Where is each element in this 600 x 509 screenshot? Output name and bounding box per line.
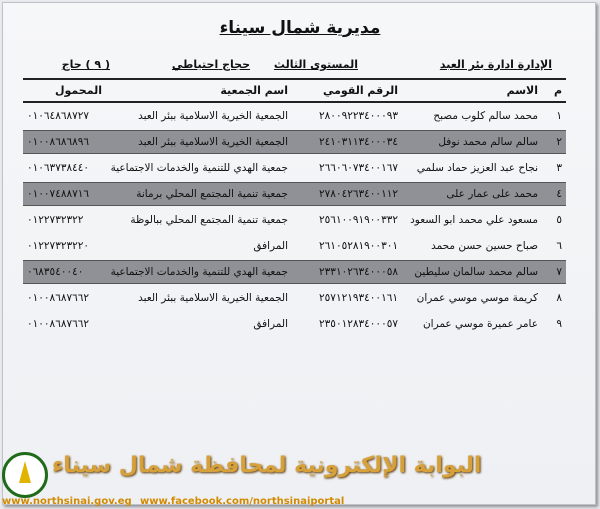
divider xyxy=(23,101,566,103)
col-header-number: م xyxy=(553,84,562,97)
pilgrims-type xyxy=(172,58,250,71)
association-name: جمعية الهدي للتنمية والخدمات الاجتماعية xyxy=(110,161,288,174)
table-row xyxy=(23,208,566,232)
governorate-logo-icon xyxy=(2,452,48,498)
association-name: جمعية الهدي للتنمية والخدمات الاجتماعية xyxy=(110,265,288,278)
portal-brand: البوابة الإلكترونية لمحافظة شمال سيناء xyxy=(52,453,482,478)
table-row xyxy=(23,286,566,310)
row-number: ٥ xyxy=(556,213,562,226)
association-name: المرافق xyxy=(253,239,288,252)
pilgrim-name: مسعود علي محمد ابو السعود xyxy=(410,213,538,226)
association-name: الجمعية الخيرية الاسلامية ببئر العبد xyxy=(138,109,288,122)
divider xyxy=(23,78,566,80)
mobile-number: ٠١٠٠٨٦٨٧٦٦٢ xyxy=(27,317,90,330)
table-row xyxy=(23,234,566,258)
mobile-number: ٠١٢٢٧٣٢٣٢٢٠ xyxy=(27,239,90,252)
pilgrim-name: نجاح عبد العزيز حماد سلمي xyxy=(416,161,538,174)
pilgrims-label: حجاج xyxy=(222,58,250,71)
row-number: ١ xyxy=(556,109,562,122)
table-row xyxy=(23,260,566,284)
national-id: ٢٣٥٠١٢٨٣٤٠٠٠٥٧ xyxy=(319,317,398,330)
association-name: الجمعية الخيرية الاسلامية ببئر العبد xyxy=(138,135,288,148)
national-id: ٢٤١٠٣١١٣٤٠٠٠٣٤ xyxy=(319,135,398,148)
pilgrim-name: صباح حسين حسن محمد xyxy=(431,239,538,252)
pilgrim-name: محمد على عمار على xyxy=(446,187,538,200)
table-row xyxy=(23,104,566,128)
table-header xyxy=(23,84,566,97)
pilgrim-name: كريمة موسي موسي عمران xyxy=(416,291,538,304)
pilgrims-value: احتياطي xyxy=(171,58,219,71)
association-name: الجمعية الخيرية الاسلامية ببئر العبد xyxy=(138,291,288,304)
col-header-name: الاسم xyxy=(506,84,538,97)
mobile-number: ٠١٠٠٨٦٨٧٦٦٢ xyxy=(27,291,90,304)
national-id: ٢٨٠٠٩٢٢٣٤٠٠٠٩٣ xyxy=(319,109,398,122)
pilgrim-name: محمد سالم كلوب مصبح xyxy=(433,109,538,122)
national-id: ٢٧٨٠٤٢٦٣٤٠٠١١٢ xyxy=(319,187,398,200)
national-id: ٢٦١٠٥٢٨١٩٠٠٣٠١ xyxy=(319,239,398,252)
row-number: ٧ xyxy=(556,265,562,278)
department-value: ادارة بئر العبد xyxy=(439,58,514,71)
association-name: المرافق xyxy=(253,317,288,330)
col-header-association: اسم الجمعية xyxy=(220,84,288,97)
table-row xyxy=(23,156,566,180)
table-row xyxy=(23,312,566,336)
national-id: ٢٦٦٠٦٠٧٣٤٠٠١٦٧ xyxy=(319,161,398,174)
pilgrims-count: ( ٩ ) حاج xyxy=(61,58,110,71)
mobile-number: ٠١٠٦٣٧٣٨٤٤٠ xyxy=(27,161,90,174)
table-row xyxy=(23,182,566,206)
level-label: المستوى xyxy=(310,58,358,71)
table-row xyxy=(23,130,566,154)
row-number: ٦ xyxy=(556,239,562,252)
row-number: ٢ xyxy=(556,135,562,148)
mobile-number: ٠١٢٢٧٣٢٣٢٢ xyxy=(27,213,84,226)
row-number: ٣ xyxy=(556,161,562,174)
page-title xyxy=(0,18,600,38)
row-number: ٤ xyxy=(556,187,562,200)
mobile-number: ٠١٠٠٧٤٨٨٧١٦ xyxy=(27,187,90,200)
pilgrim-name: سالم سالم محمد نوفل xyxy=(438,135,538,148)
portal-footer xyxy=(0,448,482,508)
department xyxy=(440,58,552,71)
table-body xyxy=(23,104,566,336)
mobile-number: ٠٦٨٣٥٤٠٠٤٠ xyxy=(27,265,84,278)
association-name: جمعية تنمية المجتمع المحلي برمانة xyxy=(136,187,288,200)
level xyxy=(274,58,358,71)
department-label: الإدارة xyxy=(517,58,552,71)
row-number: ٨ xyxy=(556,291,562,304)
mobile-number: ٠١٠٦٤٨٦٨٧٢٧ xyxy=(27,109,90,122)
pilgrim-name: سالم محمد سالمان سليطين xyxy=(414,265,538,278)
national-id: ٢٣٣١٠٢٦٣٤٠٠٠٥٨ xyxy=(319,265,398,278)
page-title-text: مديرية شمال سيناء xyxy=(219,18,381,38)
website-link[interactable]: www.northsinai.gov.eg xyxy=(2,496,132,507)
col-header-mobile: المحمول xyxy=(54,84,102,97)
national-id: ٢٥٧١٢١٩٣٤٠٠١٦١ xyxy=(319,291,398,304)
national-id: ٢٥٦١٠٠٩١٩٠٠٣٣٢ xyxy=(319,213,398,226)
association-name: جمعية تنمية المجتمع المحلي ببالوظة xyxy=(130,213,288,226)
pilgrim-name: عامر عميرة موسي عمران xyxy=(422,317,538,330)
facebook-link[interactable]: www.facebook.com/northsinaiportal xyxy=(140,496,345,507)
col-header-national-id: الرقم القومي xyxy=(322,84,398,97)
level-value: الثالث xyxy=(273,58,307,71)
row-number: ٩ xyxy=(556,317,562,330)
mobile-number: ٠١٠٠٨٦٨٦٨٩٦ xyxy=(27,135,90,148)
